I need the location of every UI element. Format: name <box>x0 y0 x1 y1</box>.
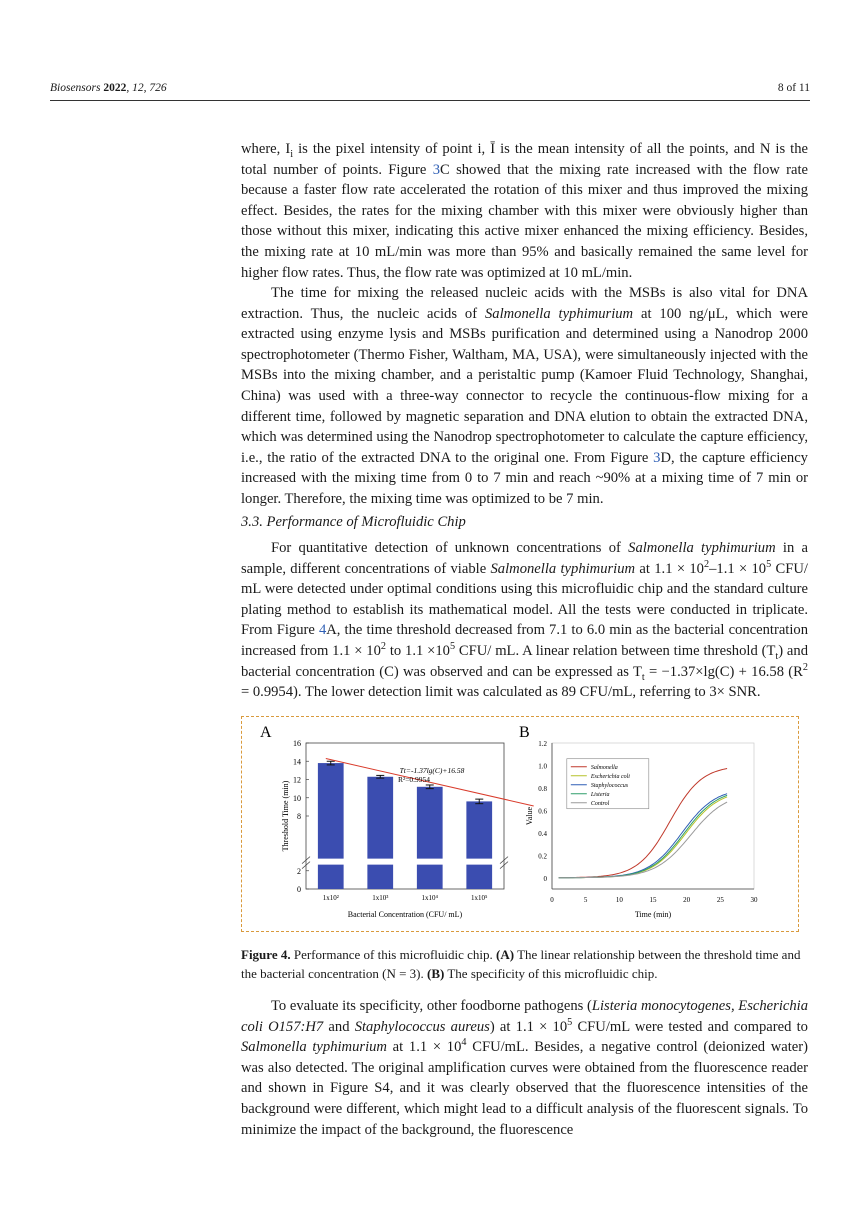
y-axis-label: Value <box>525 806 534 826</box>
y-tick-label: 12 <box>293 775 301 785</box>
x-tick-label: 1x10² <box>322 894 339 902</box>
y-tick-label: 0.8 <box>538 784 547 793</box>
x-tick-label: 25 <box>716 896 724 904</box>
legend-label: Escherichia coli <box>590 774 630 781</box>
figure-4-chart <box>242 717 798 931</box>
figure-caption: Figure 4. Performance of this microfluidic chip. (A) The linear relationship between the threshold time and the bacterial concentration (N = 3). (B) The specificity of this microfluidic chip. <box>241 947 801 981</box>
x-axis-label: Time (min) <box>634 910 672 919</box>
bar <box>417 787 443 889</box>
x-tick-label: 1x10⁵ <box>471 894 488 902</box>
x-tick-label: 30 <box>750 896 758 904</box>
figure-link[interactable]: 3 <box>653 449 661 466</box>
panel-b-label: B <box>519 724 530 741</box>
x-axis-label: Bacterial Concentration (CFU/ mL) <box>347 910 463 919</box>
x-tick-label: 10 <box>615 896 623 904</box>
journal-citation: Biosensors 2022, 12, 726 <box>50 82 167 94</box>
x-tick-label: 15 <box>649 896 657 904</box>
fit-r2: R²=0.9954 <box>397 775 431 784</box>
figure-link[interactable]: 4 <box>318 622 327 639</box>
figure-4 <box>241 716 799 932</box>
y-tick-label: 0 <box>297 885 301 894</box>
bar <box>367 777 393 889</box>
chart-b <box>525 740 758 919</box>
y-tick-label: 16 <box>293 739 301 748</box>
y-axis-label: Threshold Time (min) <box>281 780 290 852</box>
y-tick-label: 14 <box>293 757 301 767</box>
y-tick-label: 0 <box>543 874 547 883</box>
x-tick-label: 5 <box>583 896 588 904</box>
y-tick-label: 1.2 <box>538 740 547 748</box>
paragraph-4: To evaluate its specificity, other foodborne pathogens (Listeria monocytogenes, Escherichia coli O157:H7 and Staphylococcus aureus) at $1.1 \times 10^5$ CFU/mL were tested and compared to Salmonella typhimurium at $1.1 \times 10^4$ CFU/mL. Besides, a negative control (deionized water) was also detected. The original amplification curves were obtained from the fluorescence reader and shown in Figure S4, and it was clearly observed that the fluorescence intensities of the background were different, which might lead to a difficult analysis of the fluorescent signals. To minimize the impact of the background, the fluorescence <box>241 998 808 1138</box>
x-tick-label: 20 <box>683 896 691 904</box>
fit-equation: Tt=-1.37lg(C)+16.58 <box>399 766 465 775</box>
y-tick-label: 8 <box>297 812 301 821</box>
y-tick-label: 1.0 <box>538 762 547 771</box>
y-tick-label: 10 <box>293 793 301 803</box>
section-heading: 3.3. Performance of Microfluidic Chip <box>241 514 466 530</box>
legend-label: Staphylococcus <box>590 783 629 790</box>
y-tick-label: 2 <box>297 866 301 876</box>
paragraph-2: The time for mixing the released nucleic acids with the MSBs is also vital for DNA extraction. Thus, the nucleic acids of Salmonella typhimurium at 100 ng/μL, which were extracted using enzyme lysis and MSBs purification and determined using a Nanodrop 2000 spectrophotometer (Thermo Fisher, Waltham, MA, USA), were simultaneously injected with the MSBs into the mixing chamber, and a peristaltic pump (Kamoer Fluid Technology, Shanghai, China) was used with a three-way connector to recycle the continuous-flow mixing for a different time, followed by magnetic separation and DNA elution to obtain the extracted DNA, which was determined using the Nanodrop spectrophotometer to calculate the capture efficiency, i.e., the ratio of the extracted DNA to the original one. From Figure 3D, the capture efficiency increased with the mixing time from 0 to 7 min and reach ~90% at a mixing time of 7 min or longer. Therefore, the mixing time was optimized to be 7 min. <box>241 285 808 507</box>
y-tick-label: 0.4 <box>538 829 547 838</box>
page-header <box>50 80 810 101</box>
bar <box>318 763 344 889</box>
legend-label: Salmonella <box>590 765 618 772</box>
legend-label: Control <box>590 801 610 808</box>
y-tick-label: 0.6 <box>538 807 547 816</box>
x-tick-label: 1x10⁴ <box>421 894 438 902</box>
y-tick-label: 0.2 <box>538 852 547 861</box>
paragraph-1: where, $I_i$ is the pixel intensity of point i, Ī is the mean intensity of all the points, and N is the total number of points. Figure 3C showed that the mixing rate increased with the flow rate because a faster flow rate accelerated the rotation of this mixer and thus improved the mixing effect. Besides, the rates for the mixing chamber with this mixer were obviously higher than those without this mixer, indicating this active mixer enhanced the mixing efficiency. Besides, the mixing rate at 10 mL/min was more than 95% and basically remained the same level for higher flow rates. Thus, the flow rate was optimized at 10 mL/min. <box>241 141 809 281</box>
figure-link[interactable]: 3 <box>432 161 441 178</box>
panel-a-label: A <box>260 724 272 741</box>
x-tick-label: 0 <box>550 896 554 904</box>
page-number: 8 of 11 <box>777 82 810 94</box>
bar <box>466 801 492 889</box>
chart-a <box>281 739 534 919</box>
axis-break-gap <box>307 859 503 865</box>
paragraph-3: For quantitative detection of unknown concentrations of Salmonella typhimurium in a sample, different concentrations of viable Salmonella typhimurium at $1.1 \times 10^2-1.1 \times 10^5$ CFU/ mL were detected under optimal conditions using this microfluidic chip and the standard culture plating method to establish its mathematical model. All the tests were conducted in triplicate. From Figure 4A, the time threshold decreased from 7.1 to 6.0 min as the bacterial concentration increased from $1.1 \times 10^2$ to $1.1 \times 10^5$ CFU/ mL. A linear relation between time threshold $(T_t)$ and bacterial concentration (C) was observed and can be expressed as $T_t = -1.37\times\lg(C) + 16.58$ $(R^2 = 0.9954)$. The lower detection limit was calculated as 89 CFU/mL, referring to 3× SNR. <box>241 540 808 701</box>
x-tick-label: 1x10³ <box>372 894 389 902</box>
legend-label: Listeria <box>590 792 610 799</box>
